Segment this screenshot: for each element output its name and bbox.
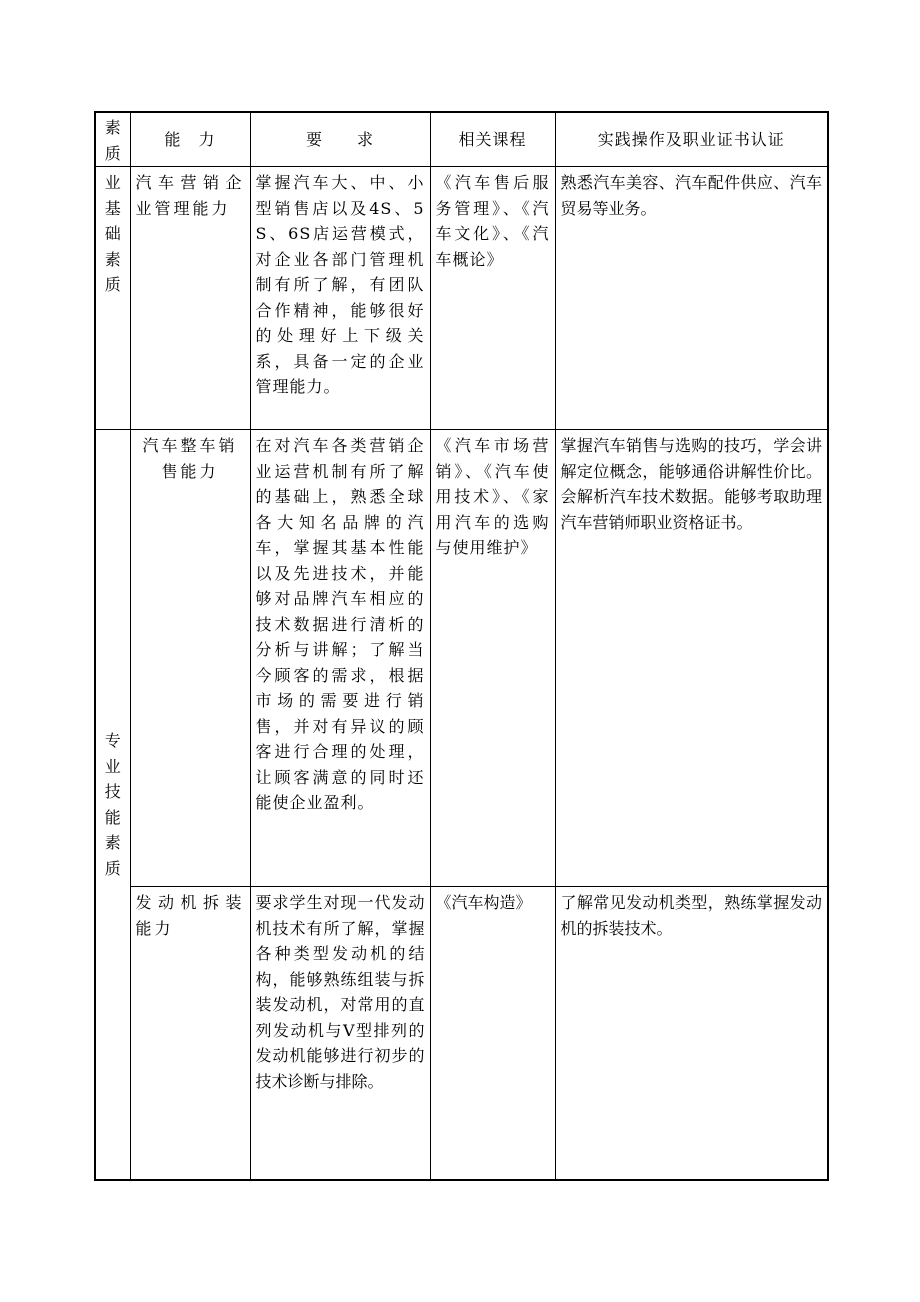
- requirement-cell: 在对汽车各类营销企业运营机制有所了解的基础上，熟悉全球各大知名品牌的汽车，掌握其基本性能以及先进技术，并能够对品牌汽车相应的技术数据进行清析的分析与讲解；了解当今顾客的需求，根据市场的需要进行销售，并对有异议的顾客进行合理的处理，让顾客满意的同时还能使企业盈利。: [250, 430, 430, 887]
- requirement-cell: 掌握汽车大、中、小型销售店以及4S、5S、6S店运营模式，对企业各部门管理机制有所了解，有团队合作精神，能够很好的处理好上下级关系，具备一定的企业管理能力。: [250, 167, 430, 430]
- table-row: [95, 430, 828, 887]
- table-row: [95, 167, 828, 430]
- header-courses: 相关课程: [430, 112, 555, 167]
- table-row: [95, 887, 828, 1181]
- header-practice: 实践操作及职业证书认证: [555, 112, 828, 167]
- table-header-row: [95, 112, 828, 167]
- courses-cell: 《汽车构造》: [430, 887, 555, 1181]
- courses-cell: 《汽车市场营销》、《汽车使用技术》、《家用汽车的选购与使用维护》: [430, 430, 555, 887]
- category-cell: 业基础素质: [95, 167, 130, 430]
- practice-cell: 掌握汽车销售与选购的技巧，学会讲解定位概念，能够通俗讲解性价比。会解析汽车技术数据。能够考取助理汽车营销师职业资格证书。: [555, 430, 828, 887]
- ability-cell: 汽车营销企业管理能力: [130, 167, 250, 430]
- requirement-cell: 要求学生对现一代发动机技术有所了解，掌握各种类型发动机的结构，能够熟练组装与拆装发动机，对常用的直列发动机与V型排列的发动机能够进行初步的技术诊断与排除。: [250, 887, 430, 1181]
- practice-cell: 熟悉汽车美容、汽车配件供应、汽车贸易等业务。: [555, 167, 828, 430]
- header-ability: 能 力: [130, 112, 250, 167]
- ability-cell: 汽车整车销售能力: [130, 430, 250, 887]
- competency-table: [94, 111, 829, 1181]
- practice-cell: 了解常见发动机类型，熟练掌握发动机的拆装技术。: [555, 887, 828, 1181]
- ability-cell: 发动机拆装能力: [130, 887, 250, 1181]
- category-cell: 专业技能素质: [95, 430, 130, 1181]
- courses-cell: 《汽车售后服务管理》、《汽车文化》、《汽车概论》: [430, 167, 555, 430]
- header-quality: 素质: [95, 112, 130, 167]
- header-requirement: 要 求: [250, 112, 430, 167]
